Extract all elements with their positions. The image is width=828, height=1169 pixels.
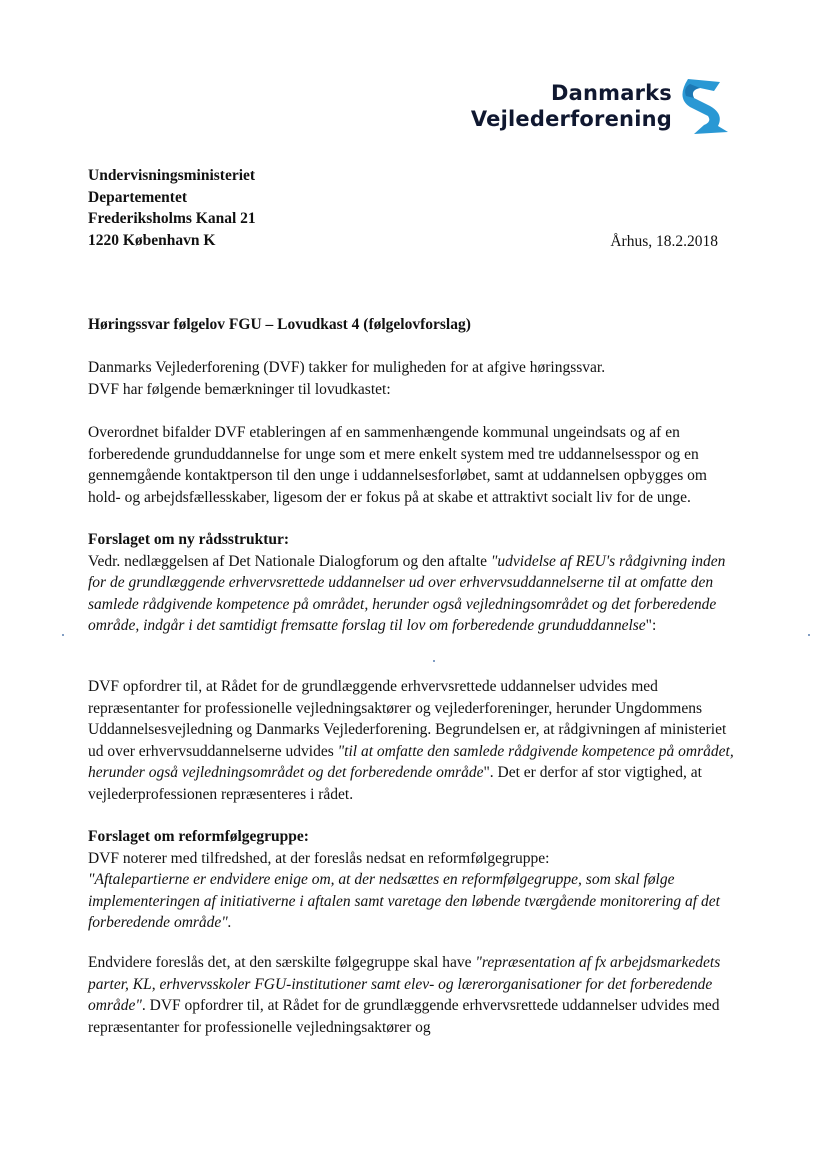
recipient-line-1: Undervisningsministeriet (88, 167, 256, 184)
section-2-p1-line: DVF noterer med tilfredshed, at der foreslås nedsat en reformfølgegruppe: (88, 849, 550, 867)
section-1-p2-quote: "til at omfatte den samlede rådgivende kompetence på området, herunder også vejledningsområdet og det forberedende område (88, 742, 734, 781)
scan-speck (808, 634, 810, 636)
section-2-p2-lead: Endvidere foreslås det, at den særskilte følgegruppe skal have (88, 954, 476, 971)
logo-line-2: Vejlederforening (470, 107, 672, 131)
section-2-paragraph-2 (88, 952, 738, 1038)
intro-line-1: Danmarks Vejlederforening (DVF) takker for muligheden for at afgive høringssvar. (88, 359, 606, 376)
scan-speck (433, 660, 435, 662)
section-1-p1-tail: ": (645, 617, 657, 634)
scan-speck (62, 634, 64, 636)
recipient-line-4: 1220 København K (88, 231, 216, 249)
place-and-date: Århus, 18.2.2018 (610, 233, 718, 250)
logo-wordmark (471, 80, 672, 132)
intro-line-2: DVF har følgende bemærkninger til lovudkastet: (88, 380, 391, 398)
logo-line-1: Danmarks (550, 81, 672, 105)
section-1-p2-tail: ". Det er derfor af stor vigtighed, at vejlederprofessionen repræsenteres i rådet. (88, 764, 702, 803)
intro-paragraph (88, 357, 738, 400)
recipient-line-3: Frederiksholms Kanal 21 (88, 210, 256, 227)
section-2-p2-quote: "repræsentation af fx arbejdsmarkedets parter, KL, erhvervsskoler FGU-institutioner samt elev- og lærerorganisationer for det forberedende område" (88, 954, 721, 1014)
section-rad-structure (88, 529, 738, 637)
section-2-p2-tail: . DVF opfordrer til, at Rådet for de grundlæggende erhvervsrettede uddannelser udvides med repræsentanter for professionelle vejledningsaktører og (88, 997, 720, 1036)
section-1-p2-lead: DVF opfordrer til, at Rådet for de grundlæggende erhvervsrettede uddannelser udvides med repræsentanter for professionelle vejledningsaktører og vejlederforeninger, herunder Ungdommens Uddannelsesvejledning og Danmarks Vejlederforening. Begrundelsen er, at rådgivningen af ministeriet ud over erhvervsuddannelserne udvides (88, 678, 727, 760)
section-1-heading: Forslaget om ny rådsstruktur: (88, 531, 290, 548)
section-reform-group (88, 826, 738, 934)
section-2-p1-quote: "Aftalepartierne er endvidere enige om, at der nedsættes en reformfølgegruppe, som skal følge implementeringen af initiativerne i aftalen samt varetage den løbende tværgående monitorering af det forberedende område". (88, 871, 720, 931)
overview-paragraph: Overordnet bifalder DVF etableringen af en sammenhængende kommunal ungeindsats og af en forberedende grunduddannelse for unge som et mere enkelt system med tre uddannelsesspor og en gennemgående kontaktperson til den unge i uddannelsesforløbet, samt at uddannelsen opbygges om hold- og arbejdsfællesskaber, ligesom der er fokus på at skabe et attraktivt socialt liv for de unge. (88, 424, 707, 506)
organization-logo (470, 74, 730, 142)
recipient-line-2: Departementet (88, 188, 187, 206)
section-1-paragraph-1 (88, 551, 738, 637)
recipient-address (88, 165, 256, 251)
swirl-logo-icon (674, 76, 730, 136)
section-1-paragraph-2 (88, 676, 738, 805)
section-2-heading: Forslaget om reformfølgegruppe: (88, 828, 309, 845)
section-1-p1-lead: Vedr. nedlæggelsen af Det Nationale Dialogforum og den aftalte (88, 552, 491, 570)
section-1-p1-quote: "udvidelse af REU's rådgivning inden for de grundlæggende erhvervsrettede uddannelser ud over erhvervsuddannelserne til at omfatte den samlede rådgivende kompetence på området, herunder også vejledningsområdet og det forberedende område, indgår i det samtidigt fremsatte forslag til lov om forberedende grunduddannelse (88, 552, 726, 634)
subject-heading: Høringssvar følgelov FGU – Lovudkast 4 (følgelovforslag) (88, 316, 471, 333)
